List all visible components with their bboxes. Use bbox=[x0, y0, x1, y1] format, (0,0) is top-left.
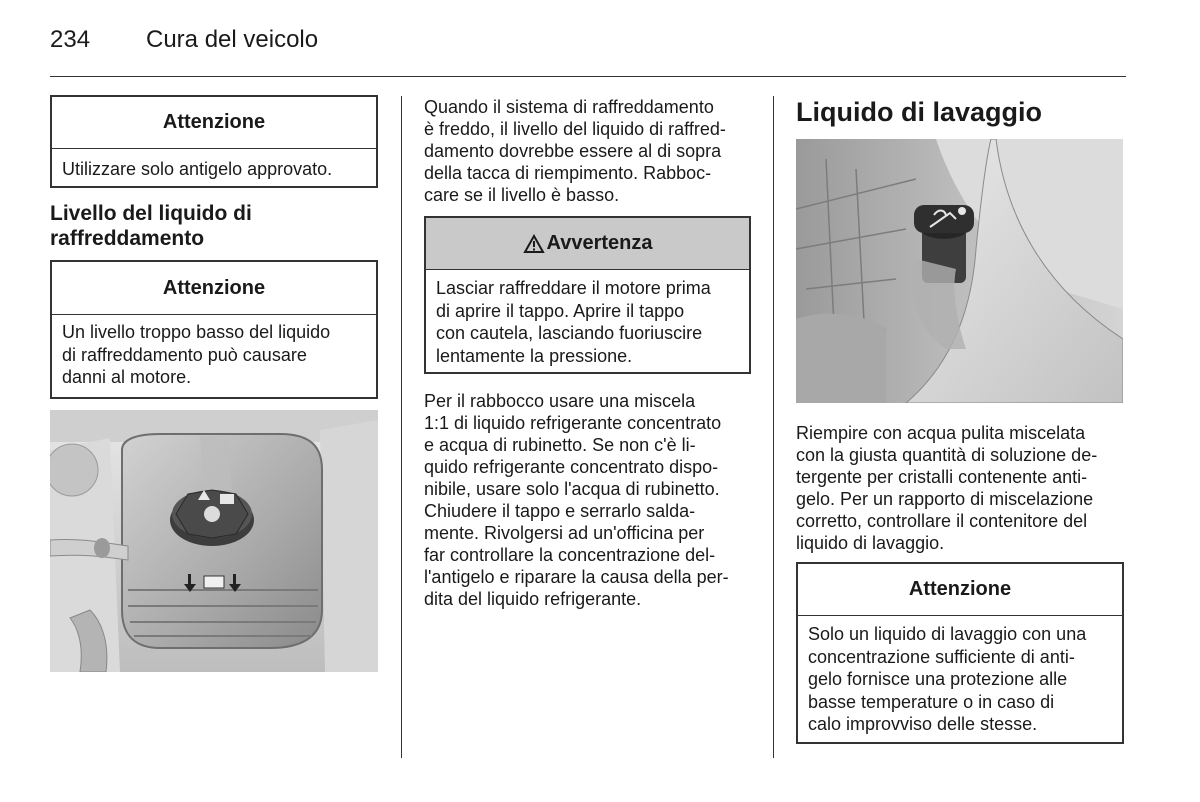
text-line: damento dovrebbe essere al di sopra bbox=[424, 141, 722, 161]
warning-text bbox=[426, 270, 749, 367]
section-title-line: raffreddamento bbox=[50, 227, 205, 250]
section-title-line: Livello del liquido di bbox=[50, 202, 252, 225]
column-divider bbox=[401, 96, 402, 758]
warning-header bbox=[426, 218, 749, 270]
text-line: care se il livello è basso. bbox=[424, 185, 620, 205]
caution-text: Utilizzare solo antigelo approvato. bbox=[62, 159, 333, 179]
text-line: con cautela, lasciando fuoriuscire bbox=[436, 323, 703, 343]
text-line: quido refrigerante concentrato dispo- bbox=[424, 457, 719, 477]
section-title bbox=[50, 201, 252, 251]
caution-text bbox=[52, 315, 376, 389]
body-paragraph bbox=[424, 96, 754, 206]
warning-title: Avvertenza bbox=[546, 232, 653, 254]
text-line: Chiudere il tappo e serrarlo salda- bbox=[424, 501, 696, 521]
text-line: basse temperature o in caso di bbox=[808, 691, 1055, 712]
text-line: calo improvviso delle stesse. bbox=[808, 714, 1038, 734]
caution-title: Attenzione bbox=[52, 262, 376, 315]
coolant-reservoir-photo bbox=[50, 410, 378, 672]
text-line: Un livello troppo basso del liquido bbox=[62, 322, 331, 342]
text-line: di raffreddamento può causare bbox=[62, 344, 307, 365]
section-title: Liquido di lavaggio bbox=[796, 97, 1042, 127]
text-line: di aprire il tappo. Aprire il tappo bbox=[436, 300, 685, 321]
caution-title: Attenzione bbox=[52, 97, 376, 149]
text-line: e acqua di rubinetto. Se non c'è li- bbox=[424, 435, 696, 455]
caution-text bbox=[798, 616, 1122, 736]
caution-box bbox=[796, 562, 1124, 744]
warning-triangle-icon bbox=[523, 234, 545, 254]
text-line: concentrazione sufficiente di anti- bbox=[808, 646, 1075, 667]
text-line: Solo un liquido di lavaggio con una bbox=[808, 624, 1087, 644]
text-line: gelo fornisce una protezione alle bbox=[808, 669, 1068, 689]
warning-box bbox=[424, 216, 751, 374]
washer-fluid-reservoir-photo bbox=[796, 139, 1123, 403]
text-line: mente. Rivolgersi ad un'officina per bbox=[424, 523, 705, 543]
caution-title: Attenzione bbox=[798, 564, 1122, 616]
column-divider bbox=[773, 96, 774, 758]
coolant-reservoir-illustration bbox=[50, 410, 378, 672]
text-line: far controllare la concentrazione del- bbox=[424, 545, 716, 565]
text-line: Riempire con acqua pulita miscelata bbox=[796, 423, 1086, 443]
text-line: corretto, controllare il contenitore del bbox=[796, 511, 1088, 531]
text-line: danni al motore. bbox=[62, 367, 192, 387]
text-line: l'antigelo e riparare la causa della per- bbox=[424, 567, 729, 587]
washer-fluid-illustration bbox=[796, 139, 1123, 403]
caution-box bbox=[50, 95, 378, 188]
text-line: dita del liquido refrigerante. bbox=[424, 589, 642, 609]
text-line: 1:1 di liquido refrigerante concentrato bbox=[424, 413, 722, 433]
text-line: nibile, usare solo l'acqua di rubinetto. bbox=[424, 479, 720, 499]
text-line: della tacca di riempimento. Rabboc- bbox=[424, 163, 712, 183]
text-line: è freddo, il livello del liquido di raffred- bbox=[424, 119, 726, 139]
chapter-title: Cura del veicolo bbox=[146, 26, 319, 53]
text-line: Lasciar raffreddare il motore prima bbox=[436, 278, 711, 298]
body-paragraph bbox=[424, 390, 754, 610]
page-number: 234 bbox=[50, 26, 91, 53]
page-header bbox=[50, 24, 1126, 77]
text-line: lentamente la pressione. bbox=[436, 345, 633, 366]
text-line: con la giusta quantità di soluzione de- bbox=[796, 445, 1098, 465]
caution-box bbox=[50, 260, 378, 399]
text-line: tergente per cristalli contenente anti- bbox=[796, 467, 1088, 487]
text-line: liquido di lavaggio. bbox=[796, 533, 945, 553]
body-paragraph bbox=[796, 422, 1126, 554]
text-line: Quando il sistema di raffreddamento bbox=[424, 97, 714, 117]
text-line: gelo. Per un rapporto di miscelazione bbox=[796, 489, 1094, 509]
text-line: Per il rabbocco usare una miscela bbox=[424, 391, 696, 411]
